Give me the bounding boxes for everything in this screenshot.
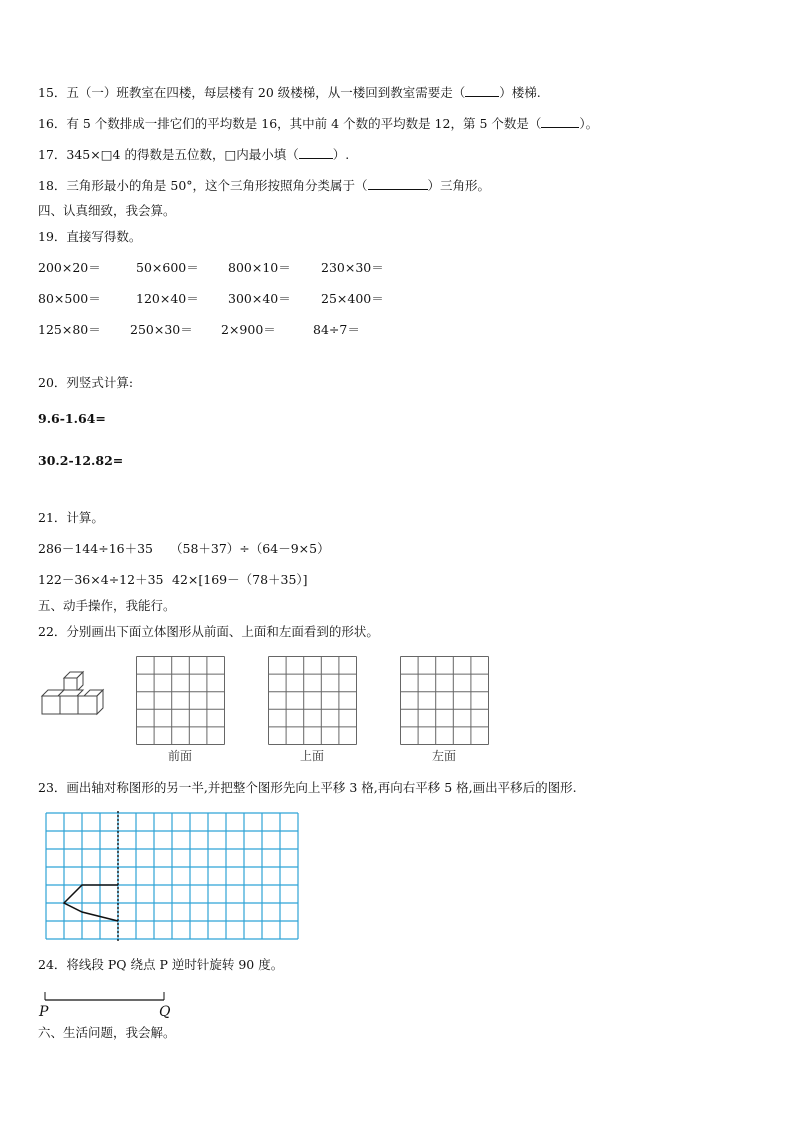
q19-item: 125×80＝ bbox=[38, 322, 101, 337]
q22-grid-left[interactable] bbox=[400, 656, 490, 766]
q19-item: 250×30＝ bbox=[130, 322, 193, 337]
q19-item: 50×600＝ bbox=[136, 260, 199, 275]
q19-item: 230×30＝ bbox=[321, 260, 384, 275]
q22-grid-top[interactable] bbox=[268, 656, 358, 766]
section-4-heading: 四、认真细致，我会算。 bbox=[38, 203, 176, 218]
q24-label-p: P bbox=[39, 1004, 49, 1020]
q22-caption-left: 左面 bbox=[431, 749, 457, 763]
q21-item: （58＋37）÷（64－9×5） bbox=[170, 541, 330, 556]
q20-item-1: 9.6-1.64= bbox=[38, 411, 106, 426]
q20-item-2: 30.2-12.82= bbox=[38, 453, 124, 468]
question-21: 21．计算。 bbox=[38, 510, 104, 525]
q19-item: 800×10＝ bbox=[228, 260, 291, 275]
q24-label-q: Q bbox=[159, 1004, 171, 1020]
question-17 bbox=[38, 146, 349, 163]
q22-grid-front[interactable] bbox=[136, 656, 226, 766]
q15-text-end: ）楼梯. bbox=[499, 85, 541, 100]
q17-text-end: ）. bbox=[332, 147, 350, 162]
question-22: 22．分别画出下面立体图形从前面、上面和左面看到的形状。 bbox=[38, 624, 379, 639]
q23-grid[interactable] bbox=[45, 812, 300, 942]
q17-answer-blank[interactable] bbox=[299, 146, 333, 159]
q21-item: 42×[169－（78＋35）] bbox=[172, 572, 308, 587]
question-19: 19．直接写得数。 bbox=[38, 229, 142, 244]
section-5-heading: 五、动手操作，我能行。 bbox=[38, 598, 176, 613]
question-16 bbox=[38, 115, 598, 132]
question-24: 24．将线段 PQ 绕点 P 逆时针旋转 90 度。 bbox=[38, 957, 284, 972]
q16-answer-blank[interactable] bbox=[541, 115, 579, 128]
q18-text-end: ）三角形。 bbox=[427, 178, 491, 193]
question-18 bbox=[38, 177, 490, 194]
q18-text: 18．三角形最小的角是 50°，这个三角形按照角分类属于（ bbox=[38, 178, 368, 193]
q19-item: 300×40＝ bbox=[228, 291, 291, 306]
q22-cube-figure bbox=[40, 672, 110, 722]
q18-answer-blank[interactable] bbox=[368, 177, 428, 190]
q19-item: 200×20＝ bbox=[38, 260, 101, 275]
q19-item: 120×40＝ bbox=[136, 291, 199, 306]
q19-item: 25×400＝ bbox=[321, 291, 384, 306]
question-23: 23．画出轴对称图形的另一半,并把整个图形先向上平移 3 格,再向右平移 5 格,画出平移后的图形. bbox=[38, 780, 577, 795]
q21-item: 286－144÷16＋35 bbox=[38, 541, 154, 556]
q22-caption-front: 前面 bbox=[167, 749, 193, 763]
q22-caption-top: 上面 bbox=[299, 749, 325, 763]
question-15 bbox=[38, 84, 541, 101]
q15-answer-blank[interactable] bbox=[465, 84, 499, 97]
q21-item: 122－36×4÷12＋35 bbox=[38, 572, 164, 587]
q16-text: 16．有 5 个数排成一排它们的平均数是 16，其中前 4 个数的平均数是 12，第 5 个数是（ bbox=[38, 116, 542, 131]
q19-item: 2×900＝ bbox=[221, 322, 276, 337]
section-6-heading: 六、生活问题，我会解。 bbox=[38, 1025, 176, 1040]
q15-text: 15．五（一）班教室在四楼，每层楼有 20 级楼梯，从一楼回到教室需要走（ bbox=[38, 85, 466, 100]
question-20: 20．列竖式计算: bbox=[38, 375, 134, 390]
q24-segment-pq bbox=[36, 990, 186, 1020]
q19-item: 80×500＝ bbox=[38, 291, 101, 306]
q16-text-end: ）。 bbox=[579, 116, 599, 131]
q19-item: 84÷7＝ bbox=[313, 322, 360, 337]
q17-text: 17．345×□4 的得数是五位数，□内最小填（ bbox=[38, 147, 299, 162]
